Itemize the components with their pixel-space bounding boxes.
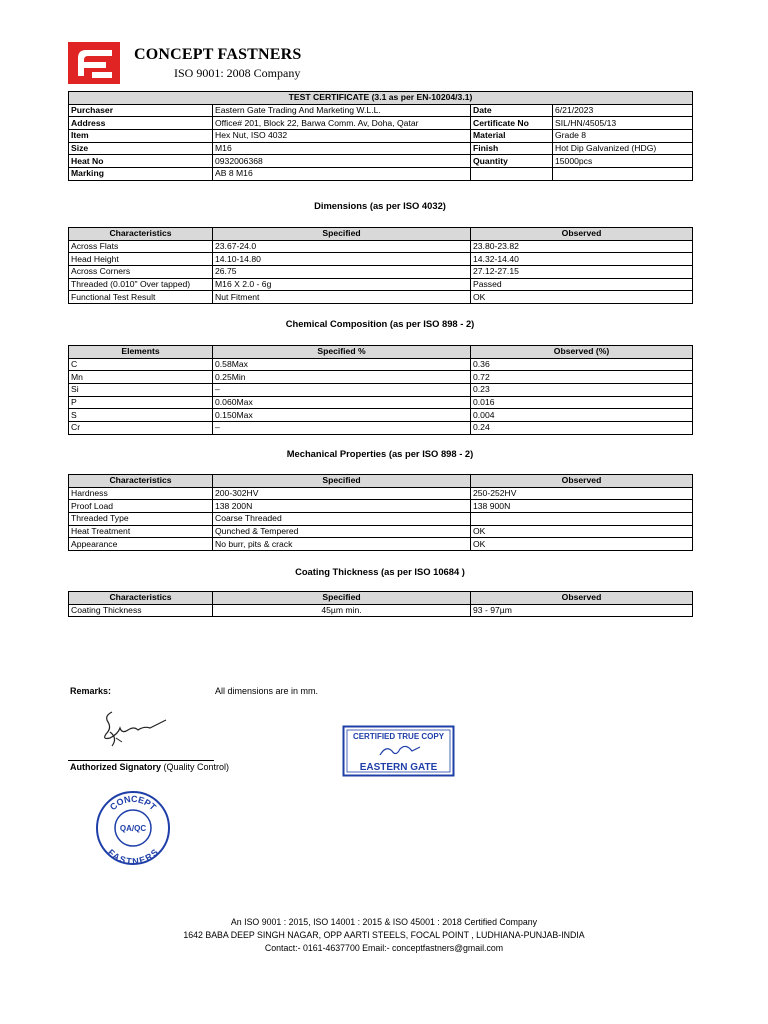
- certificate-title: TEST CERTIFICATE (3.1 as per EN-10204/3.1): [69, 92, 693, 105]
- table-cell: 23.80-23.82: [471, 240, 693, 253]
- info-value: 15000pcs: [553, 155, 693, 168]
- company-iso: ISO 9001: 2008 Company: [174, 66, 301, 80]
- dimensions-table: [68, 227, 693, 304]
- info-value: SIL/HN/4505/13: [553, 117, 693, 130]
- remarks-text: All dimensions are in mm.: [215, 686, 319, 696]
- info-value: M16: [213, 142, 471, 155]
- coating-header-row: [69, 592, 693, 605]
- mechanical-header-row: [69, 475, 693, 488]
- table-cell: Head Height: [69, 253, 213, 266]
- signatory-title: Authorized Signatory: [70, 762, 162, 772]
- table-row: [69, 487, 693, 500]
- table-cell: 14.10-14.80: [213, 253, 471, 266]
- certificate-info-table: [68, 91, 693, 181]
- coating-header: Specified: [213, 592, 471, 605]
- table-cell: Si: [69, 384, 213, 397]
- table-cell: No burr, pits & crack: [213, 538, 471, 551]
- table-cell: 45µm min.: [213, 604, 471, 617]
- table-cell: OK: [471, 525, 693, 538]
- seal-center-text: QA/QC: [119, 824, 147, 833]
- table-cell: 0.23: [471, 384, 693, 397]
- company-logo-icon: [68, 42, 120, 84]
- info-row: [69, 130, 693, 143]
- table-cell: 250-252HV: [471, 487, 693, 500]
- info-label: Finish: [471, 142, 553, 155]
- signatory-label: [70, 762, 229, 772]
- table-row: [69, 278, 693, 291]
- table-cell: 0.016: [471, 396, 693, 409]
- mechanical-header: Specified: [213, 475, 471, 488]
- info-value: [553, 168, 693, 181]
- table-cell: 0.58Max: [213, 358, 471, 371]
- info-row: [69, 117, 693, 130]
- signature-icon: [98, 708, 170, 750]
- table-row: [69, 500, 693, 513]
- table-cell: 93 - 97µm: [471, 604, 693, 617]
- table-row: [69, 266, 693, 279]
- coating-title: Coating Thickness (as per ISO 10684 ): [295, 566, 465, 577]
- table-cell: S: [69, 409, 213, 422]
- table-cell: [471, 513, 693, 526]
- stamp-top-text: CERTIFIED TRUE COPY: [352, 732, 445, 741]
- table-cell: 138 900N: [471, 500, 693, 513]
- stamp-bottom-text: EASTERN GATE: [359, 762, 438, 773]
- seal-top-text: CONCEPT: [107, 793, 159, 813]
- table-row: [69, 253, 693, 266]
- dimensions-title: Dimensions (as per ISO 4032): [314, 200, 446, 211]
- chemical-header: Elements: [69, 346, 213, 359]
- info-value: Eastern Gate Trading And Marketing W.L.L.: [213, 104, 471, 117]
- table-cell: 14.32-14.40: [471, 253, 693, 266]
- table-cell: 0.060Max: [213, 396, 471, 409]
- dimensions-header: Specified: [213, 228, 471, 241]
- signature-line: [68, 760, 214, 761]
- info-label: Quantity: [471, 155, 553, 168]
- info-label: Address: [69, 117, 213, 130]
- svg-text:FASTNERS: [106, 847, 160, 866]
- chemical-header-row: [69, 346, 693, 359]
- table-cell: Across Flats: [69, 240, 213, 253]
- info-label: Heat No: [69, 155, 213, 168]
- table-cell: 138 200N: [213, 500, 471, 513]
- table-cell: 26.75: [213, 266, 471, 279]
- mechanical-title: Mechanical Properties (as per ISO 898 - 2): [286, 448, 474, 459]
- info-label: Size: [69, 142, 213, 155]
- coating-header: Characteristics: [69, 592, 213, 605]
- info-label: Material: [471, 130, 553, 143]
- table-cell: C: [69, 358, 213, 371]
- info-label: Item: [69, 130, 213, 143]
- table-cell: Proof Load: [69, 500, 213, 513]
- table-cell: P: [69, 396, 213, 409]
- table-cell: –: [213, 384, 471, 397]
- info-value: Hex Nut, ISO 4032: [213, 130, 471, 143]
- table-cell: Across Corners: [69, 266, 213, 279]
- info-value: Grade 8: [553, 130, 693, 143]
- company-name: CONCEPT FASTNERS: [134, 46, 302, 63]
- table-cell: 0.36: [471, 358, 693, 371]
- table-cell: Threaded (0.010" Over tapped): [69, 278, 213, 291]
- table-cell: Threaded Type: [69, 513, 213, 526]
- table-row: [69, 604, 693, 617]
- info-value: AB 8 M16: [213, 168, 471, 181]
- table-cell: Qunched & Tempered: [213, 525, 471, 538]
- dimensions-header-row: [69, 228, 693, 241]
- table-cell: 0.72: [471, 371, 693, 384]
- table-cell: 27.12-27.15: [471, 266, 693, 279]
- info-value: 0932006368: [213, 155, 471, 168]
- table-cell: Hardness: [69, 487, 213, 500]
- info-label: Date: [471, 104, 553, 117]
- table-cell: Functional Test Result: [69, 291, 213, 304]
- table-cell: Coating Thickness: [69, 604, 213, 617]
- table-cell: 0.25Min: [213, 371, 471, 384]
- table-row: [69, 240, 693, 253]
- info-value: Hot Dip Galvanized (HDG): [553, 142, 693, 155]
- table-cell: 0.150Max: [213, 409, 471, 422]
- table-cell: Mn: [69, 371, 213, 384]
- mechanical-table: [68, 474, 693, 551]
- signatory-dept: (Quality Control): [163, 762, 230, 772]
- info-label: [471, 168, 553, 181]
- info-label: Purchaser: [69, 104, 213, 117]
- dimensions-header: Observed: [471, 228, 693, 241]
- info-row: [69, 142, 693, 155]
- table-cell: Appearance: [69, 538, 213, 551]
- table-row: [69, 291, 693, 304]
- table-row: [69, 396, 693, 409]
- info-label: Certificate No: [471, 117, 553, 130]
- table-cell: Heat Treatment: [69, 525, 213, 538]
- table-cell: Coarse Threaded: [213, 513, 471, 526]
- table-cell: Passed: [471, 278, 693, 291]
- table-cell: OK: [471, 538, 693, 551]
- table-cell: –: [213, 422, 471, 435]
- seal-bottom-text: FASTNERS: [105, 847, 161, 866]
- qaqc-seal-icon: [95, 790, 171, 866]
- coating-table: [68, 591, 693, 617]
- table-row: [69, 384, 693, 397]
- table-row: [69, 513, 693, 526]
- table-row: [69, 422, 693, 435]
- chemical-table: [68, 345, 693, 435]
- info-label: Marking: [69, 168, 213, 181]
- company-header: [68, 42, 368, 86]
- coating-header: Observed: [471, 592, 693, 605]
- certified-copy-stamp-icon: [342, 725, 455, 777]
- info-value: 6/21/2023: [553, 104, 693, 117]
- footer-line-3: Contact:- 0161-4637700 Email:- conceptfastners@gmail.com: [264, 943, 504, 953]
- table-row: [69, 538, 693, 551]
- info-row: [69, 104, 693, 117]
- table-cell: Cr: [69, 422, 213, 435]
- table-cell: 200-302HV: [213, 487, 471, 500]
- info-value: Office# 201, Block 22, Barwa Comm. Av, Doha, Qatar: [213, 117, 471, 130]
- dimensions-header: Characteristics: [69, 228, 213, 241]
- mechanical-header: Observed: [471, 475, 693, 488]
- footer-line-2: 1642 BABA DEEP SINGH NAGAR, OPP AARTI STEELS, FOCAL POINT , LUDHIANA-PUNJAB-INDIA: [183, 930, 585, 940]
- mechanical-header: Characteristics: [69, 475, 213, 488]
- info-row: [69, 155, 693, 168]
- table-cell: 0.004: [471, 409, 693, 422]
- table-cell: OK: [471, 291, 693, 304]
- table-row: [69, 371, 693, 384]
- chemical-header: Specified %: [213, 346, 471, 359]
- table-row: [69, 358, 693, 371]
- info-row: [69, 168, 693, 181]
- chemical-title: Chemical Composition (as per ISO 898 - 2): [285, 318, 475, 329]
- table-cell: M16 X 2.0 - 6g: [213, 278, 471, 291]
- table-row: [69, 409, 693, 422]
- table-row: [69, 525, 693, 538]
- table-cell: Nut Fitment: [213, 291, 471, 304]
- remarks-label: Remarks:: [70, 686, 112, 696]
- chemical-header: Observed (%): [471, 346, 693, 359]
- table-cell: 23.67-24.0: [213, 240, 471, 253]
- footer-line-1: An ISO 9001 : 2015, ISO 14001 : 2015 & ISO 45001 : 2018 Certified Company: [230, 917, 538, 927]
- table-cell: 0.24: [471, 422, 693, 435]
